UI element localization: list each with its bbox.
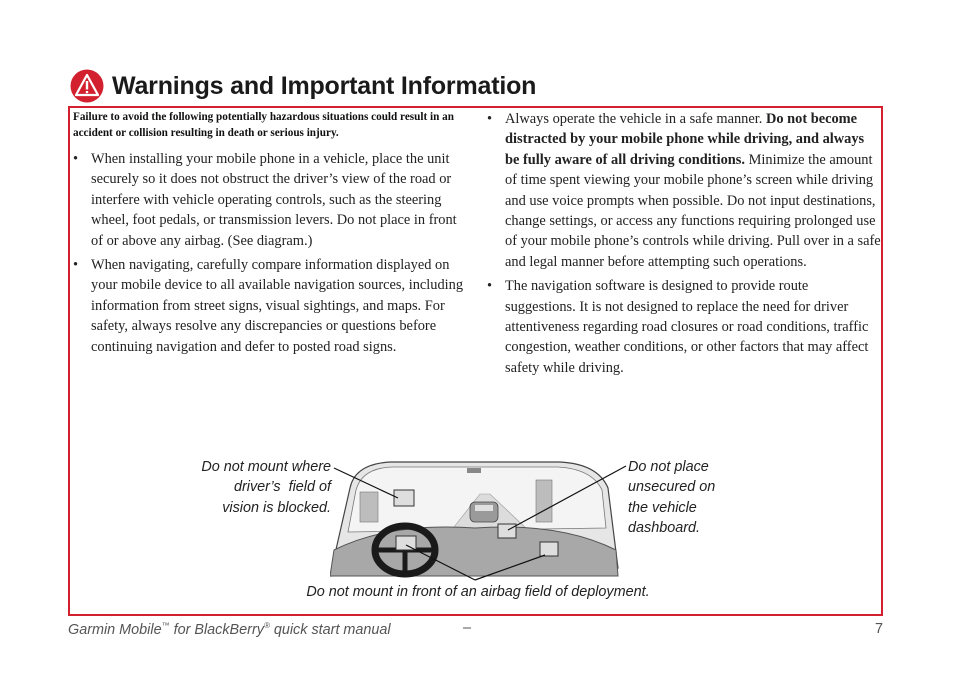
list-item: [73, 255, 469, 357]
callout-line: dashboard.: [628, 520, 701, 537]
bullet-glyph: •: [73, 257, 79, 274]
right-bullet-list: [487, 109, 882, 378]
bullet-glyph: •: [487, 278, 493, 295]
bullet-text: The navigation software is designed to provide route suggestions. It is not designed to replace the need for driver attentiveness regarding road closures or road conditions, traffic congestion, weather conditions, or other factors that may affect safety while driving.: [505, 278, 869, 376]
callout-line: driver’s field of: [233, 479, 331, 496]
car-interior-illustration: [330, 458, 620, 580]
warning-triangle-icon: [70, 69, 104, 103]
callout-field-of-vision: [190, 457, 331, 518]
bullet-text-rest: Minimize the amount of time spent viewing your mobile phone’s screen while driving and use voice prompts when possible. Do not input destinations, change settings, or access any functions requiring prolonged use of your mobile phone’s controls while driving. Pull over in a safe and legal manner before attempting such operations.: [505, 151, 881, 270]
callout-line: unsecured on: [628, 479, 716, 496]
callout-line: the vehicle: [628, 499, 697, 516]
callout-dashboard: [628, 457, 738, 539]
bullet-glyph: •: [487, 111, 493, 127]
list-item: [73, 149, 469, 251]
bullet-text: When navigating, carefully compare information displayed on your mobile device to all available navigation sources, including information from street signs, visual sightings, and maps. For safety, always resolve any discrepancies or questions before continuing navigation and defer to posted road signs.: [91, 257, 464, 355]
callout-line: Do not mount where: [201, 459, 331, 475]
list-item: [487, 276, 882, 378]
bullet-glyph: •: [73, 151, 79, 167]
page-title: Warnings and Important Information: [112, 72, 537, 100]
bullet-text-emphasis: Do not become distracted by your mobile phone while driving, and always be fully aware of all driving conditions.: [505, 111, 865, 168]
left-bullet-list: [73, 149, 469, 357]
left-column: [73, 109, 469, 361]
page-number: 7: [874, 621, 883, 637]
footer-separator: –: [463, 620, 472, 636]
callout-line: vision is blocked.: [222, 499, 331, 516]
right-column: [487, 109, 882, 382]
page-footer: [68, 620, 883, 642]
callout-line: Do not place: [628, 459, 709, 475]
bullet-text-lead: Always operate the vehicle in a safe manner.: [505, 111, 763, 127]
list-item: [487, 109, 882, 272]
intro-warning-note: Failure to avoid the following potentially hazardous situations could result in an accident or collision resulting in death or serious injury.: [73, 111, 454, 139]
footer-manual-title: Garmin Mobile™ for BlackBerry® quick start manual: [68, 621, 391, 638]
bullet-text: When installing your mobile phone in a vehicle, place the unit securely so it does not obstruct the driver’s view of the road or interfere with vehicle operating controls, such as the steering wheel, foot pedals, or transmission levers. Do not place in front of or above any airbag. (See diagram.): [91, 151, 457, 249]
callout-airbag: Do not mount in front of an airbag field of deployment.: [306, 584, 650, 600]
